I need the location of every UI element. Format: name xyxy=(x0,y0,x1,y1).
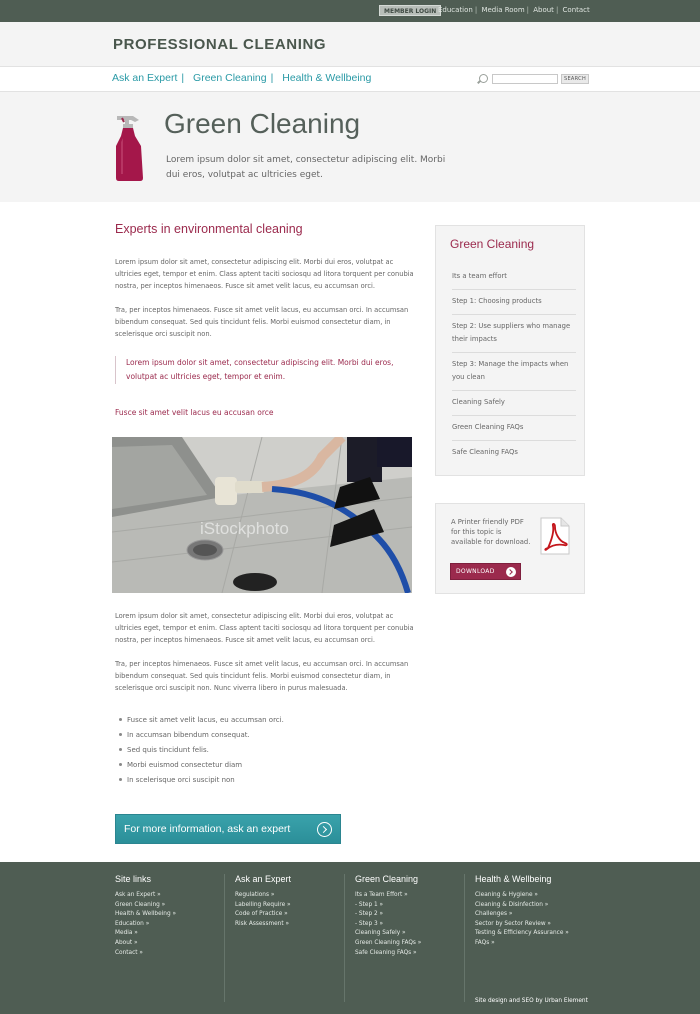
separator: | xyxy=(526,6,529,14)
footer-column-ask-an-expert xyxy=(235,874,291,1002)
search-icon xyxy=(479,74,488,83)
sidebar-title: Green Cleaning xyxy=(450,237,535,251)
spray-bottle-icon xyxy=(113,112,147,182)
footer-link[interactable]: - Step 2 » xyxy=(355,911,384,918)
sidebar-item-step-1[interactable]: Step 1: Choosing products xyxy=(452,290,576,315)
main-nav-bar xyxy=(0,67,700,92)
separator: | xyxy=(270,72,274,84)
chevron-right-icon xyxy=(317,822,332,837)
top-nav-about[interactable]: About xyxy=(533,6,554,14)
subheading: Fusce sit amet velit lacus eu accusan orce xyxy=(115,408,274,417)
separator: | xyxy=(555,6,559,14)
footer-link[interactable]: Labelling Require » xyxy=(235,901,291,908)
footer-link[interactable]: - Step 3 » xyxy=(355,920,384,927)
sidebar-item-cleaning-safely[interactable]: Cleaning Safely xyxy=(452,391,576,416)
footer-link[interactable]: Risk Assessment » xyxy=(235,920,290,927)
footer-link[interactable]: - Step 1 » xyxy=(355,901,384,908)
footer-link[interactable]: Education » xyxy=(115,920,150,927)
sidebar-item-green-faqs[interactable]: Green Cleaning FAQs xyxy=(452,416,576,441)
footer-link[interactable]: Challenges » xyxy=(475,911,513,918)
footer-link[interactable]: Testing & Efficiency Assurance » xyxy=(475,930,569,937)
hero-subtitle: Lorem ipsum dolor sit amet, consectetur adipiscing elit. Morbi dui eros, volutpat ac ultricies eget. xyxy=(166,155,446,180)
footer-column-health-wellbeing xyxy=(475,874,569,1002)
paragraph: Lorem ipsum dolor sit amet, consectetur adipiscing elit. Morbi dui eros, volutpat ac ultricies eget, tempor et enim. Class aptent taciti sociosqu ad litora torquent per conubia nostra, per inceptos himenaeos. Fusce sit amet velit lacus, eu accumsan orci. xyxy=(115,258,414,290)
pdf-icon xyxy=(540,517,570,555)
footer-divider xyxy=(344,874,345,1002)
download-label: DOWNLOAD xyxy=(456,568,495,575)
footer-column-title: Health & Wellbeing xyxy=(475,874,552,884)
footer-link[interactable]: Green Cleaning FAQs » xyxy=(355,939,422,946)
ask-expert-button[interactable] xyxy=(115,814,341,844)
pdf-description: A Printer friendly PDF for this topic is available for download. xyxy=(451,518,531,546)
footer-link[interactable]: Media » xyxy=(115,930,138,937)
separator: | xyxy=(181,72,185,84)
footer-link[interactable]: Sector by Sector Review » xyxy=(475,920,551,927)
footer-link[interactable]: Cleaning & Hygiene » xyxy=(475,892,538,898)
footer-column-site-links xyxy=(115,874,176,1002)
chevron-right-icon xyxy=(506,567,516,577)
sidebar-item-safe-faqs[interactable]: Safe Cleaning FAQs xyxy=(452,448,518,456)
member-login-button[interactable]: MEMBER LOGIN xyxy=(379,5,441,16)
hero-banner xyxy=(0,92,700,202)
top-nav-contact[interactable]: Contact xyxy=(562,6,590,14)
sidebar-menu xyxy=(435,225,585,476)
footer-link[interactable]: Safe Cleaning FAQs » xyxy=(355,949,417,956)
footer-link[interactable]: Regulations » xyxy=(235,892,275,898)
site-logo[interactable]: PROFESSIONAL CLEANING xyxy=(113,36,327,53)
sidebar-item-step-2[interactable]: Step 2: Use suppliers who manage their impacts xyxy=(452,315,576,353)
top-nav-education[interactable]: Education xyxy=(438,6,473,14)
footer-link[interactable]: Code of Practice » xyxy=(235,911,288,918)
footer-link[interactable]: Health & Wellbeing » xyxy=(115,911,177,918)
footer-link[interactable]: Its a Team Effort » xyxy=(355,892,408,898)
site-footer xyxy=(0,862,700,1014)
footer-column-title: Ask an Expert xyxy=(235,874,292,884)
section-heading: Experts in environmental cleaning xyxy=(115,222,303,236)
footer-link[interactable]: About » xyxy=(115,939,138,946)
photo-watermark: iStockphoto xyxy=(200,519,289,538)
main-nav xyxy=(112,72,371,84)
separator: | xyxy=(474,6,478,14)
footer-link[interactable]: Green Cleaning » xyxy=(115,901,166,908)
footer-divider xyxy=(464,874,465,1002)
list-item: Morbi euismod consectetur diam xyxy=(119,759,284,774)
top-nav-media-room[interactable]: Media Room xyxy=(481,6,525,14)
footer-divider xyxy=(224,874,225,1002)
footer-link[interactable]: Ask an Expert » xyxy=(115,892,161,898)
top-nav xyxy=(438,5,590,16)
nav-ask-an-expert[interactable]: Ask an Expert xyxy=(112,72,178,84)
sidebar-item-team-effort[interactable]: Its a team effort xyxy=(452,265,576,290)
list-item: Fusce sit amet velit lacus, eu accumsan orci. xyxy=(119,714,284,729)
list-item: In accumsan bibendum consequat. xyxy=(119,729,284,744)
list-item: In scelerisque orci suscipit non xyxy=(119,774,284,789)
list-item: Sed quis tincidunt felis. xyxy=(119,744,284,759)
nav-health-wellbeing[interactable]: Health & Wellbeing xyxy=(282,72,372,84)
paragraph: Tra, per inceptos himenaeos. Fusce sit amet velit lacus, eu accumsan orci. In accumsan bibendum consequat. Sed quis tincidunt felis. Morbi euismod consectetur diam, in scelerisque orci suscipit non. Nunc viverra libero in purus malesuada. xyxy=(115,660,409,692)
search-input[interactable] xyxy=(492,74,558,84)
footer-link[interactable]: FAQs » xyxy=(475,939,495,946)
pdf-download-box xyxy=(435,503,585,594)
footer-column-title: Green Cleaning xyxy=(355,874,419,884)
sidebar-list xyxy=(452,265,576,465)
sidebar-item-step-3[interactable]: Step 3: Manage the impacts when you clean xyxy=(452,353,576,391)
footer-column-title: Site links xyxy=(115,874,152,884)
paragraph: Lorem ipsum dolor sit amet, consectetur adipiscing elit. Morbi dui eros, volutpat ac ultricies eget, tempor et enim. Class aptent taciti sociosqu ad litora torquent per conubia nostra, per inceptos himenaeos. Fusce sit amet velit lacus, eu accumsan orci. xyxy=(115,612,414,644)
footer-link[interactable]: Cleaning & Disinfection » xyxy=(475,901,549,908)
download-button[interactable] xyxy=(450,563,521,580)
paragraph: Tra, per inceptos himenaeos. Fusce sit amet velit lacus, eu accumsan orci. In accumsan bibendum consequat. Sed quis tincidunt felis. Morbi euismod consectetur diam, in scelerisque orci suscipit non. xyxy=(115,306,409,338)
nav-green-cleaning[interactable]: Green Cleaning xyxy=(193,72,267,84)
footer-link[interactable]: Contact » xyxy=(115,949,143,956)
top-bar xyxy=(0,0,700,22)
footer-column-green-cleaning xyxy=(355,874,421,1002)
main-content xyxy=(115,222,415,784)
site-header xyxy=(0,22,700,67)
design-credit[interactable]: Site design and SEO by Urban Element xyxy=(475,998,588,1004)
hero-title: Green Cleaning xyxy=(164,108,361,139)
bullet-list xyxy=(119,714,284,789)
article-photo xyxy=(112,437,412,593)
ask-expert-label: For more information, ask an expert xyxy=(124,823,291,835)
pull-quote: Lorem ipsum dolor sit amet, consectetur adipiscing elit. Morbi dui eros, volutpat ac ultricies eget, tempor et enim. xyxy=(115,356,415,384)
footer-link[interactable]: Cleaning Safely » xyxy=(355,930,406,937)
photo-illustration xyxy=(112,437,412,593)
search-button[interactable]: SEARCH xyxy=(561,74,589,84)
